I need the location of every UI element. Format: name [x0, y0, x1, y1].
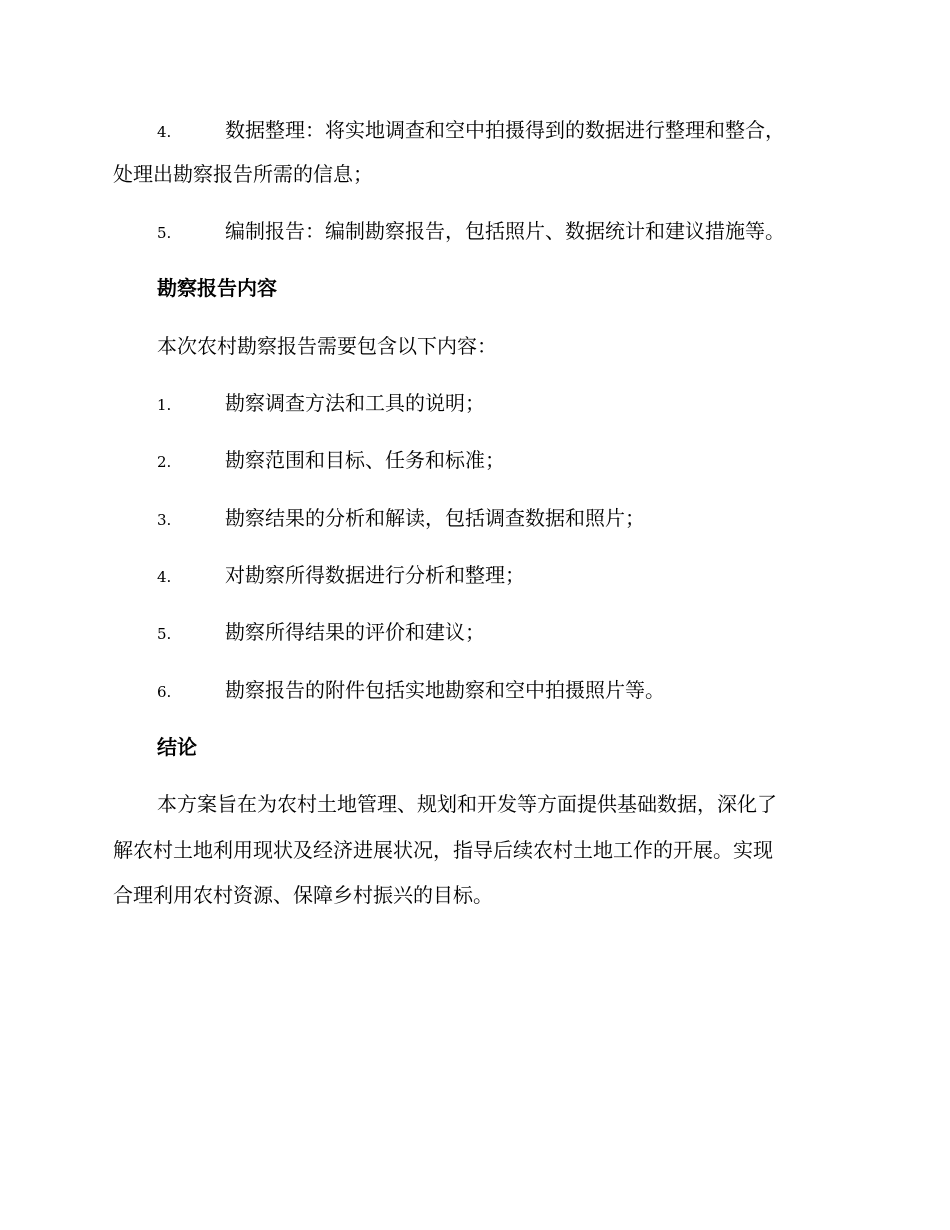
- list-text: 对勘察所得数据进行分析和整理；: [225, 563, 525, 587]
- list-text: 勘察所得结果的评价和建议；: [225, 620, 485, 644]
- list-text-continuation: 处理出勘察报告所需的信息；: [113, 162, 373, 186]
- list-number: 2.: [157, 453, 172, 471]
- list-number: 6.: [157, 683, 172, 701]
- list-text: 勘察调查方法和工具的说明；: [225, 391, 485, 415]
- list-text: 编制报告：编制勘察报告，包括照片、数据统计和建议措施等。: [225, 219, 785, 243]
- paragraph-line: 合理利用农村资源、保障乡村振兴的目标。: [113, 883, 493, 907]
- list-number: 4.: [157, 568, 172, 586]
- section-heading-conclusion: 结论: [157, 735, 197, 759]
- section-heading-report-content: 勘察报告内容: [157, 276, 277, 300]
- list-text: 勘察范围和目标、任务和标准；: [225, 448, 505, 472]
- list-number: 3.: [157, 511, 172, 529]
- list-text: 勘察结果的分析和解读，包括调查数据和照片；: [225, 506, 645, 530]
- list-number: 5.: [157, 224, 172, 242]
- list-text: 数据整理：将实地调查和空中拍摄得到的数据进行整理和整合，: [225, 118, 785, 142]
- list-number: 1.: [157, 396, 172, 414]
- list-number: 5.: [157, 625, 172, 643]
- list-text: 勘察报告的附件包括实地勘察和空中拍摄照片等。: [225, 678, 665, 702]
- list-number: 4.: [157, 123, 172, 141]
- section-intro: 本次农村勘察报告需要包含以下内容：: [157, 334, 497, 358]
- paragraph-line: 本方案旨在为农村土地管理、规划和开发等方面提供基础数据，深化了: [157, 792, 777, 816]
- paragraph-line: 解农村土地利用现状及经济进展状况，指导后续农村土地工作的开展。实现: [113, 838, 773, 862]
